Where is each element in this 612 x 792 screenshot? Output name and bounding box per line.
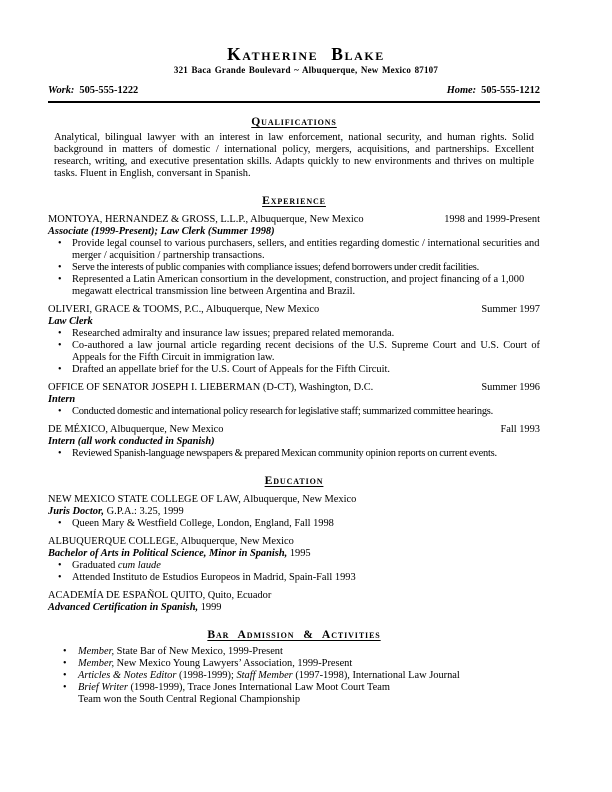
bullet-text-italic: cum laude: [117, 560, 161, 571]
bullet-text: Graduated: [72, 560, 118, 571]
education-entry: [48, 590, 540, 614]
entry-head: [48, 382, 540, 394]
role-italic: Brief Writer: [78, 682, 128, 693]
degree-detail: 1999: [198, 602, 222, 613]
role-italic: Articles & Notes Editor: [78, 670, 177, 681]
role-detail: New Mexico Young Lawyers’ Association, 1999-Present: [114, 658, 353, 669]
bullet-text: Conducted domestic and international policy research for legislative staff; summarized committee hearings.: [72, 406, 493, 417]
education-entry: [48, 536, 540, 584]
bullet-list: [48, 560, 540, 584]
job-title: Associate (1999-Present); Law Clerk (Summer 1998): [48, 226, 275, 237]
bullet-list: [48, 328, 540, 376]
home-label: Home:: [446, 85, 477, 96]
qualifications-heading: Qualifications: [251, 115, 337, 128]
entry-date: Summer 1997: [481, 304, 540, 315]
section-bar-admission: [48, 628, 540, 706]
header: [0, 45, 612, 76]
bullet-list: [48, 238, 540, 298]
section-qualifications: [48, 115, 540, 180]
degree-title: Juris Doctor,: [48, 506, 105, 517]
section-experience: [48, 194, 540, 460]
section-education: [48, 474, 540, 614]
degree-line: [48, 548, 540, 560]
home-phone-number: 505-555-1212: [481, 85, 540, 96]
education-heading: Education: [264, 474, 324, 487]
bullet-text: Researched admiralty and insurance law issues; prepared related memoranda.: [72, 328, 395, 339]
bar-list: [48, 646, 540, 706]
entry-head: [48, 214, 540, 226]
experience-entry: [48, 382, 540, 418]
bullet-text: Reviewed Spanish-language newspapers & prepared Mexican community opinion reports on current events.: [72, 448, 497, 459]
entry-date: Fall 1993: [500, 424, 540, 435]
degree-detail: 1995: [287, 548, 311, 559]
bullet-text: Queen Mary & Westfield College, London, England, Fall 1998: [72, 518, 334, 529]
role-detail: (1997-1998), International Law Journal: [292, 670, 460, 681]
job-title: Intern (all work conducted in Spanish): [48, 436, 215, 447]
experience-heading: Experience: [262, 194, 326, 207]
bullet-text: Co-authored a law journal article regarding recent decisions of the U.S. Supreme Court and U.S. Court of Appeals for the Fifth Circuit in immigration law.: [72, 340, 540, 363]
bullet-text: Serve the interests of public companies with compliance issues; defend borrowers under credit facilities.: [72, 262, 479, 273]
company-name: OFFICE OF SENATOR JOSEPH I. LIEBERMAN (D-CT), Washington, D.C.: [48, 382, 374, 393]
qualifications-summary: Analytical, bilingual lawyer with an interest in law enforcement, national security, and human rights. Solid background in matters of domestic / international policy, mergers, acquisitions, and partnerships. Excellent research, writing, and executive presentation skills. Adapts quickly to new environments and thrives on multiple tasks. Fluent in English, conversant in Spanish.: [54, 132, 534, 179]
bar-item: [48, 682, 540, 706]
bar-item: [48, 658, 540, 670]
school-name: NEW MEXICO STATE COLLEGE OF LAW, Albuquerque, New Mexico: [48, 494, 357, 505]
bullet-item: [48, 518, 540, 530]
role-detail: State Bar of New Mexico, 1999-Present: [114, 646, 283, 657]
job-title: Intern: [48, 394, 76, 405]
address-line: 321 Baca Grande Boulevard ~ Albuquerque, New Mexico 87107: [173, 65, 439, 75]
role-detail: (1998-1999);: [176, 670, 237, 681]
bullet-item: [48, 448, 540, 460]
entry-head: [48, 304, 540, 316]
company-name: DE MÉXICO, Albuquerque, New Mexico: [48, 424, 224, 435]
degree-line: [48, 602, 540, 614]
bullet-list: [48, 406, 540, 418]
company-name: MONTOYA, HERNANDEZ & GROSS, L.L.P., Albuquerque, New Mexico: [48, 214, 364, 225]
school-name: ALBUQUERQUE COLLEGE, Albuquerque, New Mexico: [48, 536, 294, 547]
role-italic: Staff Member: [236, 670, 293, 681]
work-phone-number: 505-555-1222: [79, 85, 139, 96]
work-label: Work:: [48, 85, 75, 96]
entry-date: Summer 1996: [481, 382, 540, 393]
role-italic: Member,: [78, 646, 115, 657]
degree-title: Bachelor of Arts in Political Science, Minor in Spanish,: [48, 548, 288, 559]
bullet-item: [48, 406, 540, 418]
bullet-item: [48, 560, 540, 572]
degree-line: [48, 506, 540, 518]
company-name: OLIVERI, GRACE & TOOMS, P.C., Albuquerque, New Mexico: [48, 304, 320, 315]
contact-row: [48, 85, 540, 103]
role-detail: (1998-1999), Trace Jones International Law Moot Court Team: [127, 682, 390, 693]
bullet-item: [48, 262, 540, 274]
bullet-list: [48, 518, 540, 530]
bar-item: [48, 670, 540, 682]
bullet-item: [48, 364, 540, 376]
experience-entry: [48, 214, 540, 298]
bullet-text: Attended Instituto de Estudios Europeos in Madrid, Spain-Fall 1993: [72, 572, 356, 583]
work-phone: [48, 85, 138, 97]
bar-item: [48, 646, 540, 658]
entry-date: 1998 and 1999-Present: [444, 214, 540, 225]
role-italic: Member,: [78, 658, 115, 669]
job-title: Law Clerk: [48, 316, 93, 327]
entry-head: [48, 424, 540, 436]
school-name: ACADEMÍA DE ESPAÑOL QUITO, Quito, Ecuador: [48, 590, 272, 601]
bullet-item: [48, 238, 540, 262]
home-phone: [447, 85, 540, 97]
note-line: Team won the South Central Regional Championship: [78, 694, 301, 705]
bullet-text: Provide legal counsel to various purchasers, sellers, and entities regarding domestic / international securities and merger / acquisition / partnership transactions.: [72, 238, 540, 261]
bullet-text: Drafted an appellate brief for the U.S. Court of Appeals for the Fifth Circuit.: [72, 364, 390, 375]
education-entry: [48, 494, 540, 530]
bullet-item: [48, 572, 540, 584]
bullet-item: [48, 340, 540, 364]
degree-detail: G.P.A.: 3.25, 1999: [104, 506, 184, 517]
experience-entry: [48, 424, 540, 460]
experience-entry: [48, 304, 540, 376]
bullet-list: [48, 448, 540, 460]
bullet-item: [48, 328, 540, 340]
bar-admission-heading: Bar Admission & Activities: [207, 628, 381, 641]
page-title: Katherine Blake: [227, 44, 385, 64]
bullet-text: Represented a Latin American consortium in the development, construction, and project financing of a 1,000 megawatt electrical transmission line between Argentina and Brazil.: [72, 274, 525, 297]
bullet-item: [48, 274, 540, 298]
degree-title: Advanced Certification in Spanish,: [48, 602, 199, 613]
